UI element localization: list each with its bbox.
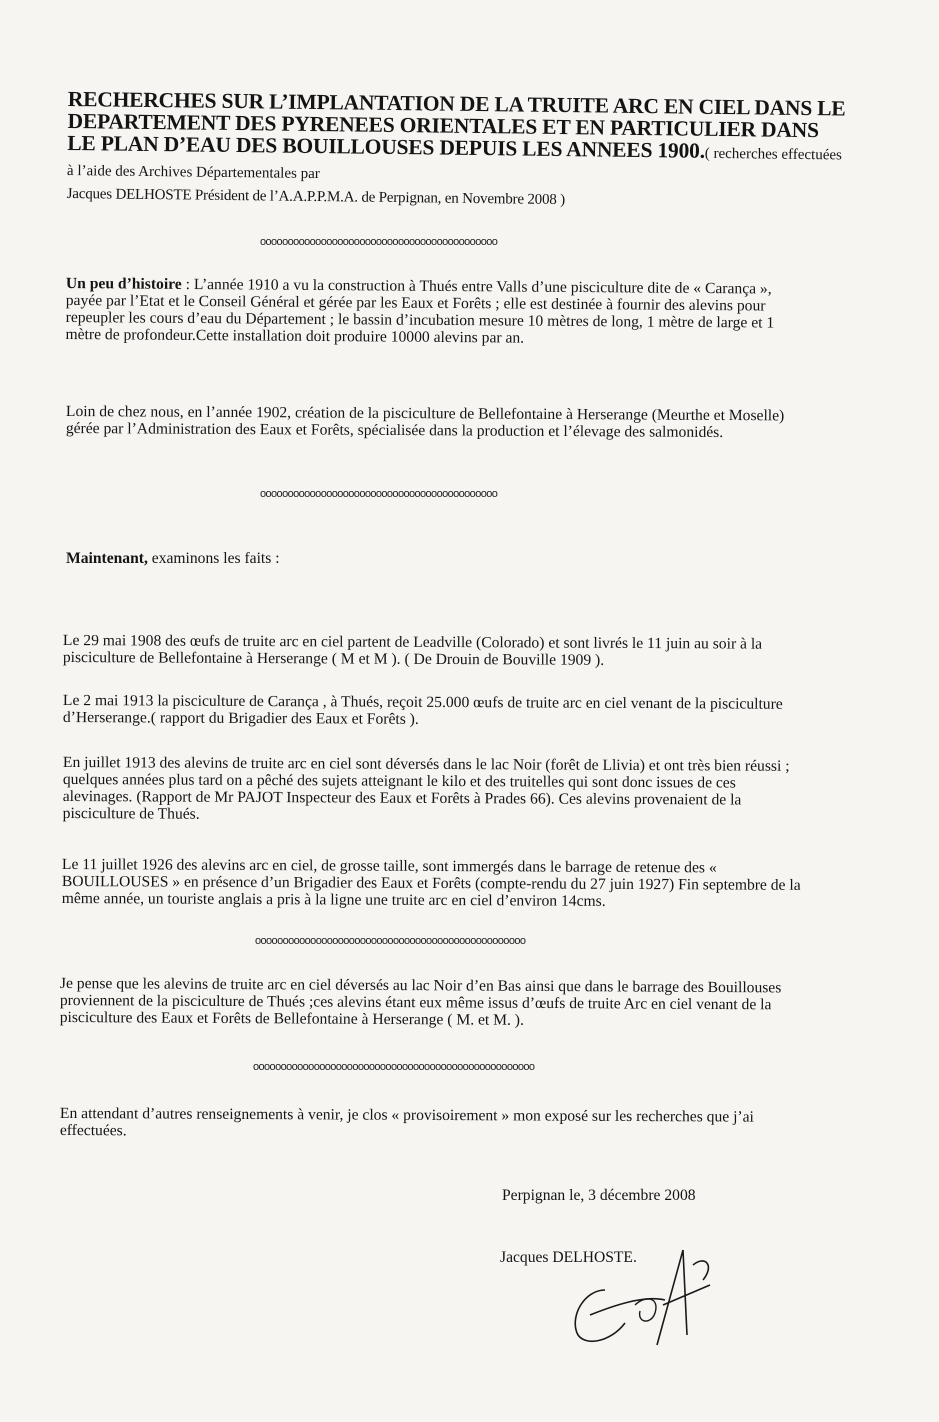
history-text: : L’année 1910 a vu la construction à Thués entre Valls d’une pisciculture dite de « Carança », payée par l’Etat et le Conseil Général et gérée par les Eaux et Forêts ; elle est destinée à fournir des alevins pour repeupler les cours d’eau du Département ; le bassin d’incubation mesure 10 mètres de long, 1 mètre de large et 1 mètre de profondeur.Cette installation doit produire 10000 alevins par an. xyxy=(65,275,775,347)
place-date: Perpignan le, 3 décembre 2008 xyxy=(502,1187,696,1204)
facts-heading xyxy=(66,550,806,567)
title-text: RECHERCHES SUR L’IMPLANTATION DE LA TRUITE ARC EN CIEL DANS LE DEPARTEMENT DES PYRENEES ORIENTALES ET EN PARTICULIER DANS LE PLAN D’EAU DES BOUILLOUSES DEPUIS LES ANNEES 1900. xyxy=(67,87,846,163)
fact-paragraph: Le 29 mai 1908 des œufs de truite arc en ciel partent de Leadville (Colorado) et sont livrés le 11 juin au soir à la pisciculture de Bellefontaine à Herserange ( M et M ). ( De Drouin de Bouville 1909 ). xyxy=(62,632,763,669)
conclusion-paragraph: Je pense que les alevins de truite arc en ciel déversés au lac Noir d’en Bas ainsi que dans le barrage des Bouillouses proviennent de la pisciculture de Thués ;ces alevins étant eux même issus d’œufs de truite Arc en ciel venant de la pisciculture des Eaux et Forêts de Bellefontaine à Herserange ( M. et M. ). xyxy=(59,975,782,1029)
bellefontaine-paragraph: Loin de chez nous, en l’année 1902, création de la pisciculture de Bellefontaine à Herserange (Meurthe et Moselle) gérée par l’Administration des Eaux et Forêts, spécialisée dans la production et l’élevage des salmonidés. xyxy=(65,403,785,442)
facts-heading-text: examinons les faits : xyxy=(147,550,280,567)
history-paragraph xyxy=(65,275,806,349)
fact-paragraph: Le 11 juillet 1926 des alevins arc en ciel, de grosse taille, sont immergés dans le barrage de retenue des « BOUILLOUSES » en présence d’un Brigadier des Eaux et Forêts (compte-rendu du 27 juin 1927) Fin septembre de la même année, un touriste anglais a pris à la ligne une truite arc en ciel d’environ 14cms. xyxy=(61,856,801,910)
handwritten-signature xyxy=(565,1245,725,1355)
title-byline: Jacques DELHOSTE Président de l’A.A.P.P.M.A. de Perpignan, en Novembre 2008 ) xyxy=(66,185,566,209)
fact-paragraph: Le 2 mai 1913 la pisciculture de Carança , à Thués, reçoit 25.000 œufs de truite arc en ciel venant de la pisciculture d’Herserange.( rapport du Brigadier des Eaux et Forêts ). xyxy=(62,692,783,728)
document-title xyxy=(67,88,848,215)
signatory-name: Jacques DELHOSTE. xyxy=(500,1249,637,1266)
closing-paragraph: En attendant d’autres renseignements à venir, je clos « provisoirement » mon exposé sur les recherches que j’ai effectuées. xyxy=(59,1105,754,1140)
separator: ooooooooooooooooooooooooooooooooooooooooooooooooooo xyxy=(253,1061,535,1073)
separator: ooooooooooooooooooooooooooooooooooooooooooooooooo xyxy=(255,935,526,947)
history-label: Un peu d’histoire xyxy=(65,275,182,293)
title-subtitle: ( recherches effectuées à l’aide des Archives Départementales par xyxy=(66,145,843,183)
separator: ooooooooooooooooooooooooooooooooooooooooooo xyxy=(260,488,498,500)
fact-paragraph: En juillet 1913 des alevins de truite arc en ciel sont déversés dans le lac Noir (forêt de Llivia) et ont très bien réussi ; quelques années plus tard on a pêché des sujets atteignant le kilo et des truitelles qui sont donc issues de ces alevinages. (Rapport de Mr PAJOT Inspecteur des Eaux et Forêts à Prades 66). Ces alevins provenaient de la pisciculture de Thués. xyxy=(62,754,790,823)
facts-heading-bold: Maintenant, xyxy=(66,550,148,567)
separator: ooooooooooooooooooooooooooooooooooooooooooo xyxy=(260,236,498,248)
